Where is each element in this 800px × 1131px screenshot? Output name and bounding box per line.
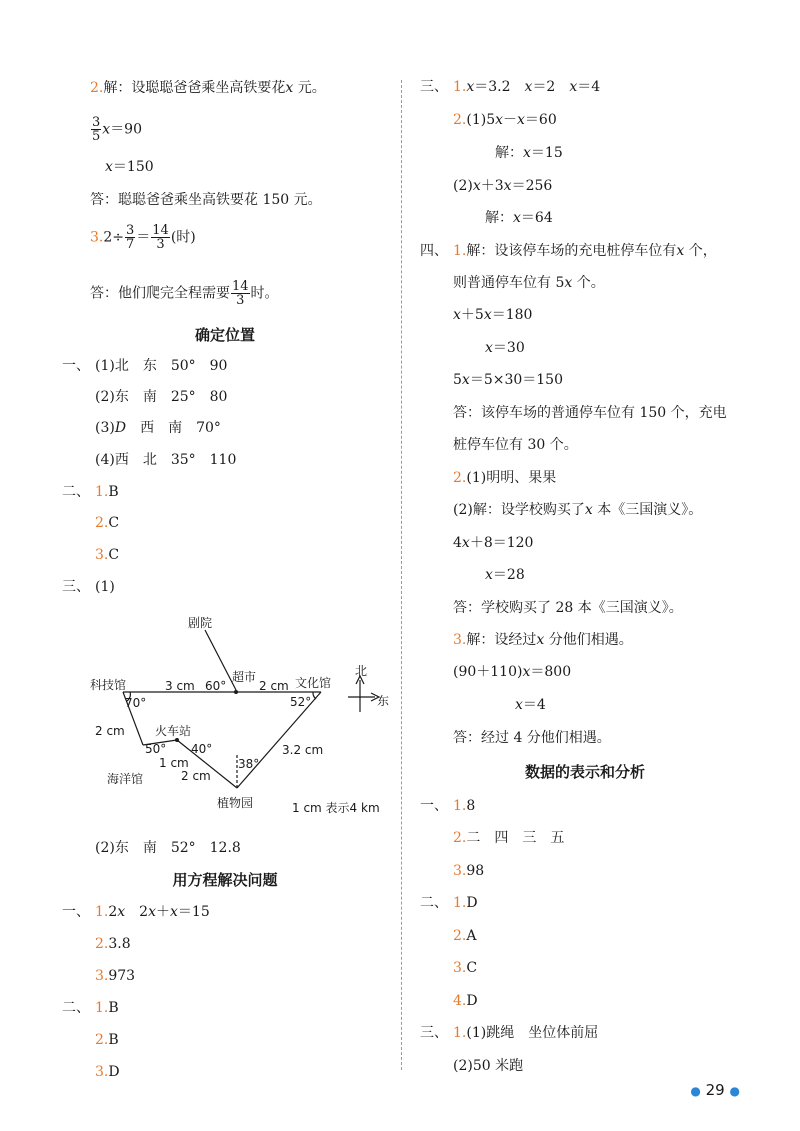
label-4: 一、 — [62, 904, 90, 920]
r-data-3: 3.98 — [453, 863, 485, 879]
r-q3-eq1: (90＋110)x＝800 — [453, 664, 572, 680]
r-last-1: 1.(1)跳绳 坐位体前屈 — [453, 1025, 599, 1041]
label-5: 二、 — [62, 1000, 90, 1016]
r-label-2b: 二、 — [420, 895, 448, 911]
label-east: 东 — [377, 694, 390, 708]
r-data-2: 2.二 四 三 五 — [453, 830, 565, 846]
label-a5: 40° — [191, 742, 213, 756]
r-q1-eq2: x＝30 — [485, 340, 525, 356]
section-title-position: 确定位置 — [194, 326, 255, 344]
label-d4: 1 cm — [159, 756, 189, 770]
left-equation-result: x＝150 — [105, 159, 154, 175]
point-supermarket — [234, 690, 238, 694]
label-3: 三、 — [62, 579, 90, 595]
eq-choice-1: 1.B — [95, 1000, 119, 1016]
left-answer-text: 答：聪聪爸爸乘坐高铁要花 150 元。 — [90, 192, 322, 208]
r-choice-4: 4.D — [453, 993, 478, 1009]
r-label-3: 三、 — [420, 79, 448, 95]
pos-row-3: (3)D 西 南 70° — [95, 420, 221, 436]
r-solve-2-sol2: 解：x＝64 — [485, 210, 553, 226]
left-answer-2: 2.解：设聪聪爸爸乘坐高铁要花x 元。 — [90, 80, 326, 96]
page-number: ● 29 ● — [690, 1081, 740, 1099]
label-a6: 38° — [238, 757, 260, 771]
r-q3-ans: 答：经过 4 分他们相遇。 — [453, 730, 611, 746]
label-1: 一、 — [62, 358, 90, 374]
label-a2: 70° — [125, 696, 147, 710]
column-divider — [401, 80, 402, 1070]
label-theater: 剧院 — [188, 616, 213, 630]
r-q1-eq1: x＋5x＝180 — [453, 307, 533, 323]
section-title-data: 数据的表示和分析 — [524, 763, 645, 781]
r-q2-part1: 2.(1)明明、果果 — [453, 470, 557, 486]
r-solve-2-eq2: (2)x＋3x＝256 — [453, 178, 553, 194]
r-label-1b: 一、 — [420, 798, 448, 814]
r-q1-eq3: 5x＝5×30＝150 — [453, 372, 564, 388]
r-last-2: (2)50 米跑 — [453, 1058, 524, 1074]
r-q1-ans2: 桩停车位有 30 个。 — [453, 437, 578, 453]
label-2: 二、 — [62, 484, 90, 500]
left-answer-3: 3.2÷ $\frac{3}{7}$ ＝ $\frac{14}{3}$ (时) — [90, 223, 196, 252]
label-ocean: 海洋馆 — [107, 772, 144, 786]
part-2: (2)东 南 52° 12.8 — [95, 840, 241, 856]
label-supermarket: 超市 — [232, 670, 257, 684]
label-d2: 2 cm — [259, 679, 289, 693]
label-d3: 2 cm — [95, 724, 125, 738]
label-station: 火车站 — [155, 724, 192, 738]
r-q2-eq2: x＝28 — [485, 567, 525, 583]
label-d1: 3 cm — [165, 679, 195, 693]
r-q2-eq1: 4x＋8＝120 — [453, 535, 534, 551]
eq-choice-2: 2.B — [95, 1032, 119, 1048]
r-choice-2: 2.A — [453, 928, 477, 944]
label-a3: 52° — [290, 695, 312, 709]
pos-row-4: (4)西 北 35° 110 — [95, 452, 237, 468]
label-a4: 50° — [145, 742, 167, 756]
r-q3-line1: 3.解：设经过x 分他们相遇。 — [453, 632, 633, 648]
part-1: (1) — [95, 579, 115, 595]
label-north: 北 — [355, 664, 368, 678]
label-garden: 植物园 — [217, 796, 254, 810]
r-choice-3: 3.C — [453, 960, 478, 976]
r-q3-eq2: x＝4 — [515, 697, 546, 713]
r-q2-part2: (2)解：设学校购买了x 本《三国演义》。 — [453, 502, 703, 518]
arc-52 — [313, 692, 316, 699]
pos-row-1: (1)北 东 50° 90 — [95, 358, 228, 374]
r-label-3b: 三、 — [420, 1025, 448, 1041]
label-d6: 3.2 cm — [282, 743, 324, 757]
r-choice-1: 1.D — [453, 895, 478, 911]
eq-answer-2: 2.3.8 — [95, 936, 131, 952]
section-title-equations: 用方程解决问题 — [172, 871, 278, 889]
r-data-1: 1.8 — [453, 798, 476, 814]
label-d5: 2 cm — [181, 769, 211, 783]
r-label-4: 四、 — [420, 243, 448, 259]
r-solve-1: 1.x＝3.2 x＝2 x＝4 — [453, 79, 601, 95]
r-solve-2-eq1: 2.(1)5x－x＝60 — [453, 112, 557, 128]
location-map-diagram — [85, 605, 405, 830]
eq-answer-1: 1.2x 2x＋x＝15 — [95, 904, 210, 920]
left-equation-fraction: $\frac{3}{5}$ x＝90 — [92, 115, 143, 144]
choice-2: 2.C — [95, 515, 120, 531]
label-a1: 60° — [205, 679, 227, 693]
r-q1-line1: 1.解：设该停车场的充电桩停车位有x 个， — [453, 243, 717, 259]
r-q1-line2: 则普通停车位有 5x 个。 — [453, 275, 605, 291]
eq-answer-3: 3.973 — [95, 968, 136, 984]
r-q2-ans: 答：学校购买了 28 本《三国演义》。 — [453, 600, 683, 616]
eq-choice-3: 3.D — [95, 1064, 120, 1080]
r-q1-ans1: 答：该停车场的普通停车位有 150 个，充电 — [453, 405, 727, 421]
point-station — [175, 738, 179, 742]
choice-1: 1.B — [95, 484, 119, 500]
label-tech: 科技馆 — [90, 678, 127, 692]
left-answer-3-text: 答：他们爬完全程需要 $\frac{14}{3}$ 时。 — [90, 279, 279, 308]
choice-3: 3.C — [95, 547, 120, 563]
label-scale: 1 cm 表示4 km — [292, 801, 380, 815]
label-culture: 文化馆 — [295, 676, 332, 690]
pos-row-2: (2)东 南 25° 80 — [95, 389, 228, 405]
r-solve-2-sol1: 解：x＝15 — [495, 145, 563, 161]
